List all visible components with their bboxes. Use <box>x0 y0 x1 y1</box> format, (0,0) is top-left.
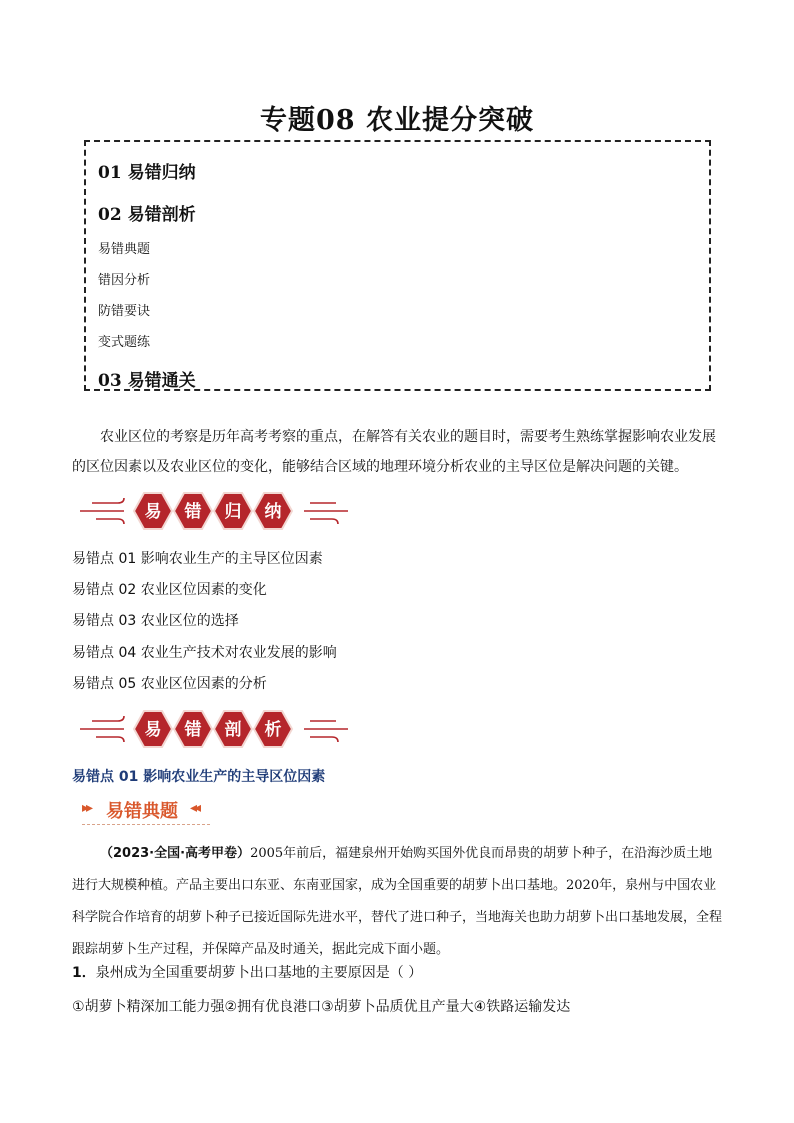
question-stem <box>72 838 724 966</box>
toc-sub-item: 变式题练 <box>98 335 151 350</box>
list-item: 易错点 03 农业区位的选择 <box>72 613 239 629</box>
banner-right-decoration <box>304 721 348 742</box>
banner-char: 错 <box>184 720 202 740</box>
double-arrow-left-icon: ◂◂ <box>190 800 199 816</box>
banner-right-decoration <box>304 503 348 524</box>
typical-question-tag <box>82 795 242 825</box>
table-of-contents <box>84 140 711 391</box>
tag-underline <box>82 824 210 825</box>
section-subheading: 易错点 01 影响农业生产的主导区位因素 <box>72 769 326 785</box>
toc-heading-1: 01 易错归纳 <box>98 163 196 183</box>
toc-heading-2: 02 易错剖析 <box>98 205 196 225</box>
page-title: 专题08 农业提分突破 <box>260 105 534 136</box>
tag-label: 易错典题 <box>106 801 178 822</box>
toc-sub-item: 防错要诀 <box>98 304 151 319</box>
question-number: 1． <box>72 965 96 981</box>
section-banner-analysis <box>78 706 350 752</box>
toc-sub-item: 易错典题 <box>98 242 151 257</box>
toc-sub-item: 错因分析 <box>98 273 151 288</box>
question-1 <box>72 962 422 982</box>
list-item: 易错点 05 农业区位因素的分析 <box>72 676 267 692</box>
banner-char: 易 <box>144 720 162 740</box>
question-text: 2005年前后，福建泉州开始购买国外优良而昂贵的胡萝卜种子，在沿海沙质土地进行大规模种植。产品主要出口东亚、东南亚国家，成为全国重要的胡萝卜出口基地。2020年，泉州与中国农业科学院合作培育的胡萝卜种子已接近国际先进水平，替代了进口种子，当地海关也助力胡萝卜出口基地发展，全程跟踪胡萝卜生产过程，并保障产品及时通关，据此完成下面小题。 <box>72 846 723 957</box>
question-source: （2023·全国·高考甲卷） <box>100 846 251 861</box>
section-banner-summary <box>78 488 350 534</box>
banner-char: 剖 <box>224 720 242 740</box>
list-item: 易错点 01 影响农业生产的主导区位因素 <box>72 551 323 567</box>
banner-char: 易 <box>144 502 162 522</box>
list-item: 易错点 02 农业区位因素的变化 <box>72 582 267 598</box>
list-item: 易错点 04 农业生产技术对农业发展的影响 <box>72 645 337 661</box>
intro-paragraph: 农业区位的考察是历年高考考察的重点，在解答有关农业的题目时，需要考生熟练掌握影响农业发展的区位因素以及农业区位的变化，能够结合区域的地理环境分析农业的主导区位是解决问题的关键。 <box>72 429 716 475</box>
banner-char: 析 <box>264 720 282 740</box>
toc-heading-3: 03 易错通关 <box>98 371 196 391</box>
question-options: ①胡萝卜精深加工能力强②拥有优良港口③胡萝卜品质优且产量大④铁路运输发达 <box>72 999 571 1015</box>
banner-left-decoration <box>80 498 124 524</box>
double-arrow-right-icon: ▸▸ <box>82 800 91 816</box>
banner-left-decoration <box>80 716 124 742</box>
question-1-text: 泉州成为全国重要胡萝卜出口基地的主要原因是（ ） <box>95 965 423 981</box>
banner-char: 错 <box>184 502 202 522</box>
banner-char: 纳 <box>264 502 282 522</box>
banner-char: 归 <box>224 502 242 522</box>
